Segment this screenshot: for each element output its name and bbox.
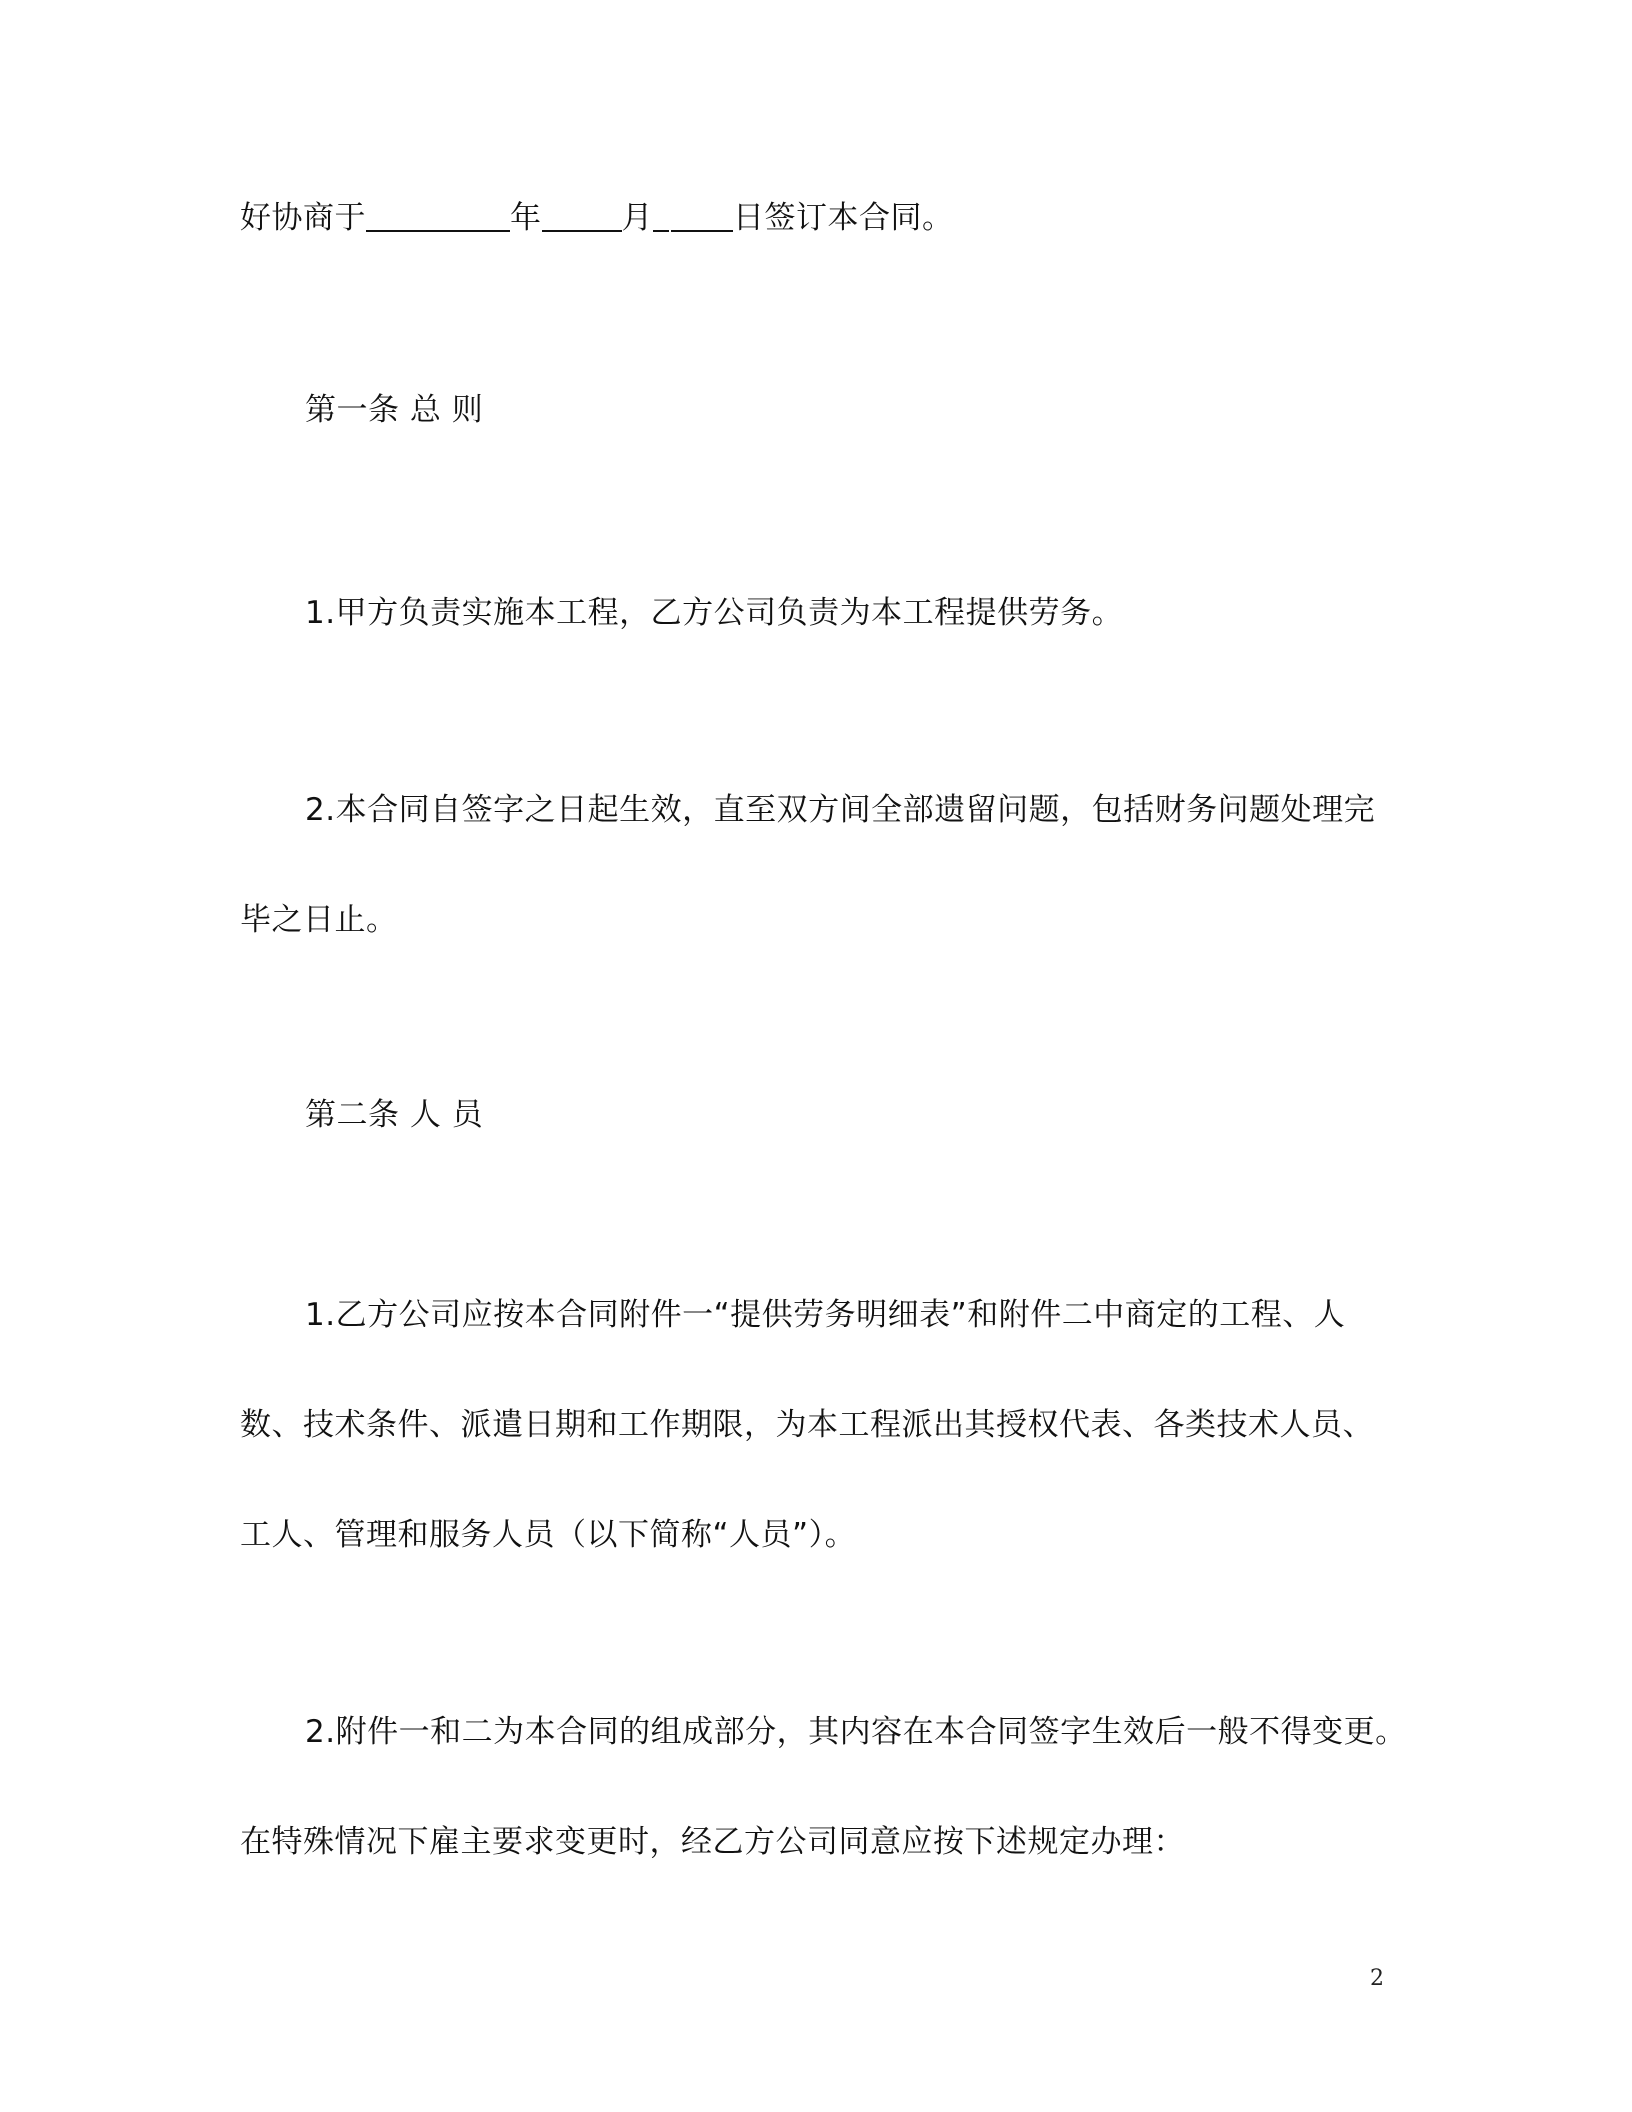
date-line-suffix: 日签订本合同。 [733,200,954,236]
article2-item1-line2: 数、技术条件、派遣日期和工作期限，为本工程派出其授权代表、各类技术人员、 [240,1407,1374,1443]
article2-item2-line1: 2.附件一和二为本合同的组成部分，其内容在本合同签字生效后一般不得变更。 [305,1714,1407,1750]
article2-heading: 第二条 人 员 [305,1097,484,1133]
article2-item2-line2: 在特殊情况下雇主要求变更时，经乙方公司同意应按下述规定办理： [240,1824,1185,1860]
article2-item1-line1: 1.乙方公司应按本合同附件一“提供劳务明细表”和附件二中商定的工程、人 [305,1297,1346,1333]
year-blank [366,200,510,232]
page-number: 2 [1370,1966,1384,1991]
month-blank [542,200,622,232]
date-line [240,198,954,238]
year-label: 年 [510,200,542,236]
month-label: 月 [621,200,653,236]
article1-item2-line2: 毕之日止。 [240,902,398,938]
article1-item1: 1.甲方负责实施本工程，乙方公司负责为本工程提供劳务。 [305,595,1124,631]
article1-item2-line1: 2.本合同自签字之日起生效，直至双方间全部遗留问题，包括财务问题处理完 [305,792,1376,828]
article2-item1-line3: 工人、管理和服务人员（以下简称“人员”）。 [240,1517,857,1553]
article1-heading: 第一条 总 则 [305,392,484,428]
date-line-prefix: 好协商于 [240,200,366,236]
day-blank [671,200,733,232]
dash-mark [653,200,669,232]
